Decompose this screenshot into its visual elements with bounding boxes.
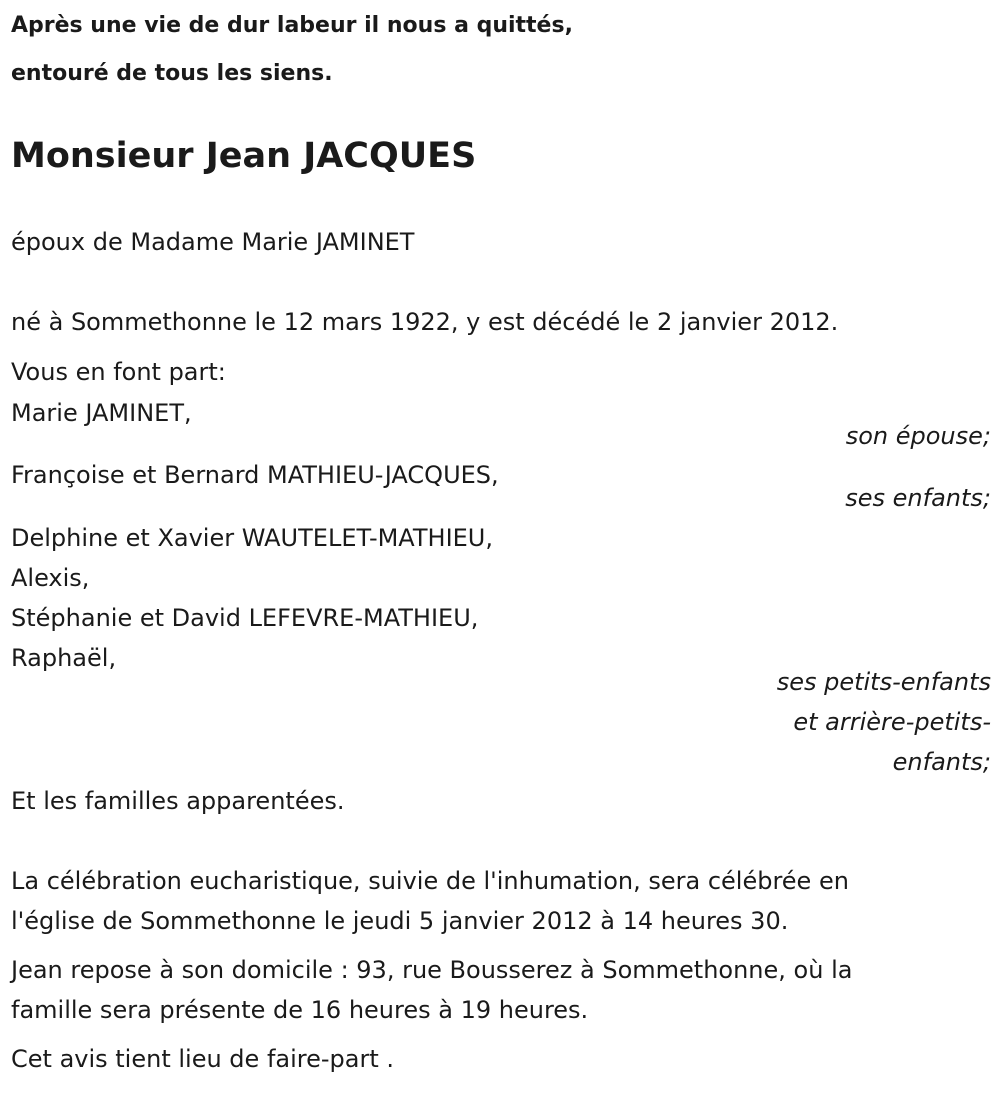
ceremony-line-1: La célébration eucharistique, suivie de l'inhumation, sera célébrée en <box>11 867 849 895</box>
visitation-line-2: famille sera présente de 16 heures à 19 heures. <box>11 996 589 1024</box>
families-line: Et les familles apparentées. <box>11 787 345 815</box>
deceased-name: Monsieur Jean JACQUES <box>11 136 477 176</box>
wife-role: son épouse; <box>845 422 991 450</box>
grandchild-line: Stéphanie et David LEFEVRE-MATHIEU, <box>11 604 479 632</box>
wife-name: Marie JAMINET, <box>11 399 192 427</box>
ceremony-line-2: l'église de Sommethonne le jeudi 5 janvier 2012 à 14 heures 30. <box>11 907 789 935</box>
grandchild-line: Raphaël, <box>11 644 117 672</box>
grandchildren-role-line: enfants; <box>892 748 991 776</box>
closing-line: Cet avis tient lieu de faire-part . <box>11 1045 395 1073</box>
visitation-line-1: Jean repose à son domicile : 93, rue Bousserez à Sommethonne, où la <box>11 956 853 984</box>
birth-death-line: né à Sommethonne le 12 mars 1922, y est décédé le 2 janvier 2012. <box>11 308 839 336</box>
grandchildren-role-line: ses petits-enfants <box>776 668 991 696</box>
spouse-line: époux de Madame Marie JAMINET <box>11 228 415 256</box>
grandchild-line: Alexis, <box>11 564 90 592</box>
intro-line-1: Après une vie de dur labeur il nous a quittés, <box>11 13 573 38</box>
grandchild-line: Delphine et Xavier WAUTELET-MATHIEU, <box>11 524 494 552</box>
children-names: Françoise et Bernard MATHIEU-JACQUES, <box>11 461 499 489</box>
announcers-heading: Vous en font part: <box>11 358 226 386</box>
grandchildren-role-line: et arrière-petits- <box>793 708 991 736</box>
intro-line-2: entouré de tous les siens. <box>11 61 333 86</box>
children-role: ses enfants; <box>845 484 991 512</box>
